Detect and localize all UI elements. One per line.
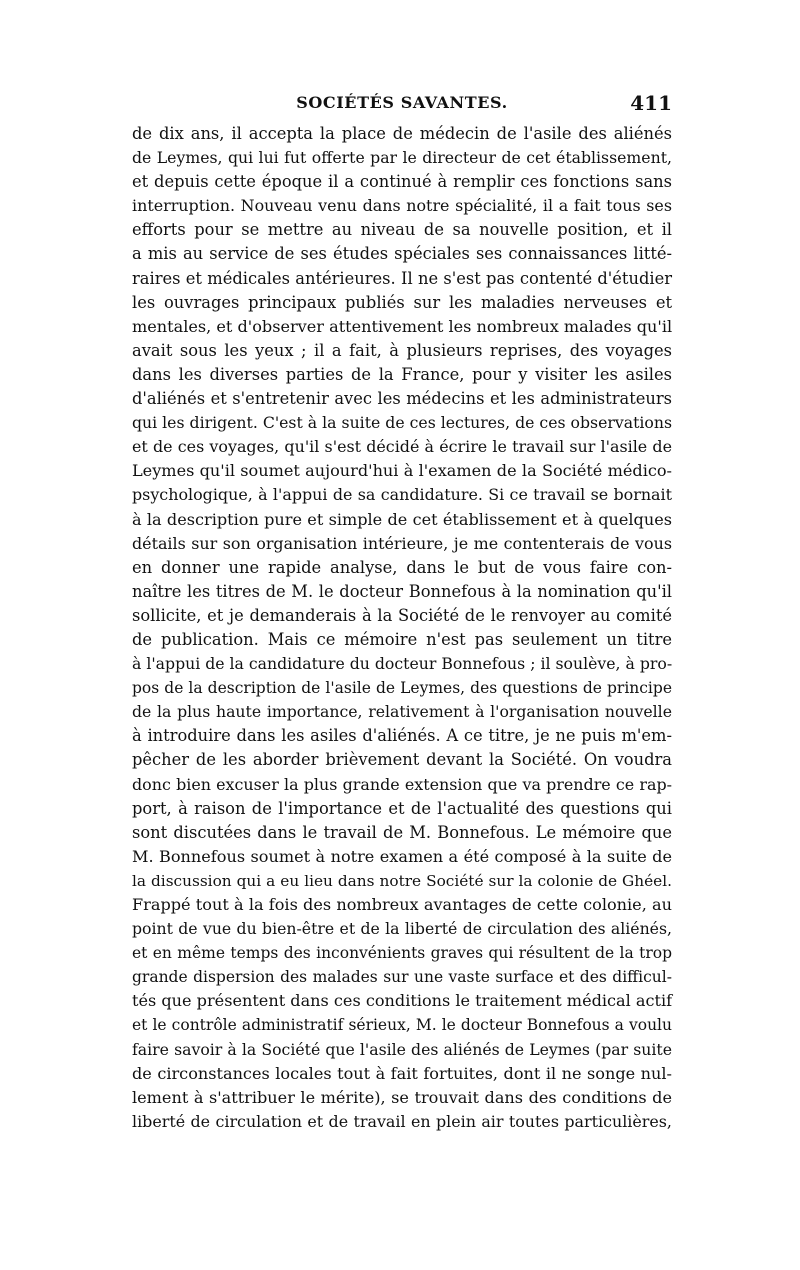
text-line: et le contrôle administratif sérieux, M. le docteur Bonnefous a voulu xyxy=(132,1016,672,1035)
text-line: à l'appui de la candidature du docteur Bonnefous ; il soulève, à pro- xyxy=(132,654,673,674)
body-paragraph xyxy=(132,122,672,1134)
text-line: efforts pour se mettre au niveau de sa nouvelle position, et il xyxy=(132,220,672,240)
running-title: SOCIÉTÉS SAVANTES. xyxy=(296,93,508,112)
text-line: de la plus haute importance, relativement à l'organisation nouvelle xyxy=(132,702,672,722)
text-line: sont discutées dans le travail de M. Bonnefous. Le mémoire que xyxy=(132,822,672,842)
text-line: et de ces voyages, qu'il s'est décidé à écrire le travail sur l'asile de xyxy=(132,437,672,457)
text-line: Leymes qu'il soumet aujourd'hui à l'examen de la Société médico- xyxy=(132,461,672,481)
text-line: et depuis cette époque il a continué à remplir ces fonctions sans xyxy=(132,172,672,192)
text-line: de dix ans, il accepta la place de médecin de l'asile des aliénés xyxy=(132,124,672,143)
text-line: à la description pure et simple de cet établissement et à quelques xyxy=(132,509,672,529)
text-line: lement à s'attribuer le mérite), se trouvait dans des conditions de xyxy=(132,1087,672,1107)
text-line: sollicite, et je demanderais à la Société de le renvoyer au comité xyxy=(132,605,672,625)
text-line: donc bien excuser la plus grande extension que va prendre ce rap- xyxy=(132,774,672,794)
text-line: tés que présentent dans ces conditions le traitement médical actif xyxy=(132,991,673,1011)
text-line: en donner une rapide analyse, dans le but de vous faire con- xyxy=(132,557,672,577)
text-line: Frappé tout à la fois des nombreux avantages de cette colonie, au xyxy=(132,895,672,914)
text-line: dans les diverses parties de la France, pour y visiter les asiles xyxy=(132,364,672,384)
text-line: les ouvrages principaux publiés sur les maladies nerveuses et xyxy=(132,292,672,312)
text-line: d'aliénés et s'entretenir avec les médecins et les administrateurs xyxy=(132,389,672,409)
text-line: de Leymes, qui lui fut offerte par le directeur de cet établissement, xyxy=(132,148,672,168)
text-line: pos de la description de l'asile de Leymes, des questions de principe xyxy=(132,679,672,698)
text-line: liberté de circulation et de travail en plein air toutes particulières, xyxy=(132,1111,672,1131)
text-line: point de vue du bien-être et de la liberté de circulation des aliénés, xyxy=(132,919,672,939)
text-line: grande dispersion des malades sur une vaste surface et des difficul- xyxy=(132,968,672,987)
text-line: psychologique, à l'appui de sa candidature. Si ce travail se bornait xyxy=(132,485,672,505)
text-line: de circonstances locales tout à fait fortuites, dont il ne songe nul- xyxy=(132,1063,672,1083)
text-line: M. Bonnefous soumet à notre examen a été composé à la suite de xyxy=(132,846,672,866)
text-line: qui les dirigent. C'est à la suite de ces lectures, de ces observations xyxy=(132,413,672,433)
text-line: pêcher de les aborder brièvement devant la Société. On voudra xyxy=(132,750,672,770)
text-line: naître les titres de M. le docteur Bonnefous à la nomination qu'il xyxy=(132,581,672,601)
text-line: mentales, et d'observer attentivement les nombreux malades qu'il xyxy=(132,316,673,336)
text-line: la discussion qui a eu lieu dans notre Société sur la colonie de Ghéel. xyxy=(132,871,672,890)
page-number: 411 xyxy=(630,91,672,115)
text-line: et en même temps des inconvénients graves qui résultent de la trop xyxy=(132,944,672,963)
text-line: raires et médicales antérieures. Il ne s'est pas contenté d'étudier xyxy=(132,268,672,288)
text-line: détails sur son organisation intérieure, je me contenterais de vous xyxy=(132,533,672,553)
text-line: interruption. Nouveau venu dans notre spécialité, il a fait tous ses xyxy=(132,196,672,216)
text-line: faire savoir à la Société que l'asile des aliénés de Leymes (par suite xyxy=(132,1039,672,1059)
running-head xyxy=(132,88,672,118)
text-line: a mis au service de ses études spéciales ses connaissances litté- xyxy=(132,244,672,264)
text-line: avait sous les yeux ; il a fait, à plusieurs reprises, des voyages xyxy=(132,340,672,360)
text-line: à introduire dans les asiles d'aliénés. A ce titre, je ne puis m'em- xyxy=(132,726,672,746)
text-line: de publication. Mais ce mémoire n'est pas seulement un titre xyxy=(132,629,672,649)
text-line: port, à raison de l'importance et de l'actualité des questions qui xyxy=(132,798,672,818)
